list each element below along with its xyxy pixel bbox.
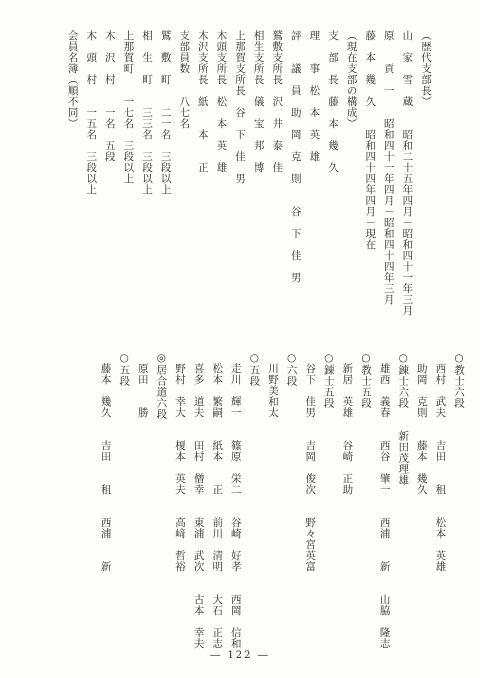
right-block-line: 藤本 幾久 吉田 租 西浦 新 — [99, 352, 112, 572]
left-block-line: 鷲敷支所長 沢 井 泰 佳 — [271, 30, 284, 173]
left-block-line: 藤 本 幾 久 昭和四十四年四月－現在 — [364, 30, 377, 250]
right-block-line: ○教士五段 — [360, 352, 372, 409]
right-block-line: 原田 勝 — [136, 352, 149, 418]
right-block-line: 野村 幸大 榎本 英夫 高﨑 哲裕 — [174, 352, 186, 572]
left-block-line: 相生支所長 儀 宝 邦 博 — [252, 30, 265, 173]
right-block-line: 川野美和太 — [267, 352, 279, 418]
right-block-line: ◎居合道六段 — [155, 352, 168, 420]
right-block-line: ○五段 — [248, 352, 261, 387]
left-block-line: 木 沢 村 一名 五段 — [103, 30, 116, 162]
left-block-line: 鷲 敷 町 二一名 三段以上 — [159, 30, 172, 195]
left-block-line: 理 事 松 本 英 雄 — [308, 30, 321, 162]
left-block-line: 上那賀支所長 谷 下 佳 男 — [234, 30, 246, 184]
left-block-line: 評 議 員 助 岡 克 則 谷 下 佳 男 — [289, 30, 302, 283]
left-block-line: 会員名簿（順不同） — [66, 30, 79, 129]
right-block-line: 助岡 克則 藤本 幾久 — [415, 352, 428, 495]
right-block-line: 雄西 義春 西谷 肇一 西浦 新 山脇 隆志 — [378, 352, 391, 649]
right-block-line: 谷下 佳男 吉岡 俊次 野々宮英富 — [304, 352, 317, 572]
left-block-line: 原 貢 一 昭和四十一年四月－昭和四十四年三月 — [382, 30, 395, 305]
right-block-line: ○五段 — [118, 352, 131, 387]
left-block-line: 山 家 雪 蔵 昭和二十五年四月－昭和四十一年三月 — [401, 30, 414, 316]
left-block-line: 支 部 長 藤 本 幾 久 — [327, 30, 339, 173]
right-block-line: ○教士六段 — [453, 352, 465, 409]
right-block-line: ○六段 — [285, 352, 298, 387]
left-block-line: 木沢支所長 紙 本 正 — [196, 30, 209, 173]
right-block-line: 西村 武夫 吉田 租 松本 英雄 — [434, 352, 447, 572]
left-block-line: 上那賀町 一七名 三段以上 — [122, 30, 135, 184]
left-block-line: 木頭支所長 松 本 英 雄 — [215, 30, 228, 173]
right-block-line: ○錬士五段 — [322, 352, 335, 409]
left-block-line: 木 頭 村 一五名 三段以上 — [85, 30, 98, 195]
right-block-line: ○錬士六段 新田茂理雄 — [397, 352, 410, 486]
right-block-line: 喜多 道夫 田村 僧幸 東浦 武次 古本 幸夫 — [192, 352, 205, 649]
left-block-line: 支部員数 八七名 — [178, 30, 191, 129]
left-block-line: （歴代支部長） — [420, 30, 432, 107]
right-block-line: 新居 英雄 谷崎 正助 — [341, 352, 354, 495]
left-block-line: （現在支部の構成） — [345, 30, 358, 129]
page-number: ― 122 ― — [210, 650, 270, 661]
left-block-line: 相 生 町 三三名 三段以上 — [141, 30, 153, 195]
right-block-line: 走川 輝一 篠原 栄二 谷崎 好孝 西岡 信和 — [229, 352, 242, 649]
right-block-line: 松本 繁嗣 紙本 正 前川 清明 大石 正志 — [211, 352, 224, 649]
